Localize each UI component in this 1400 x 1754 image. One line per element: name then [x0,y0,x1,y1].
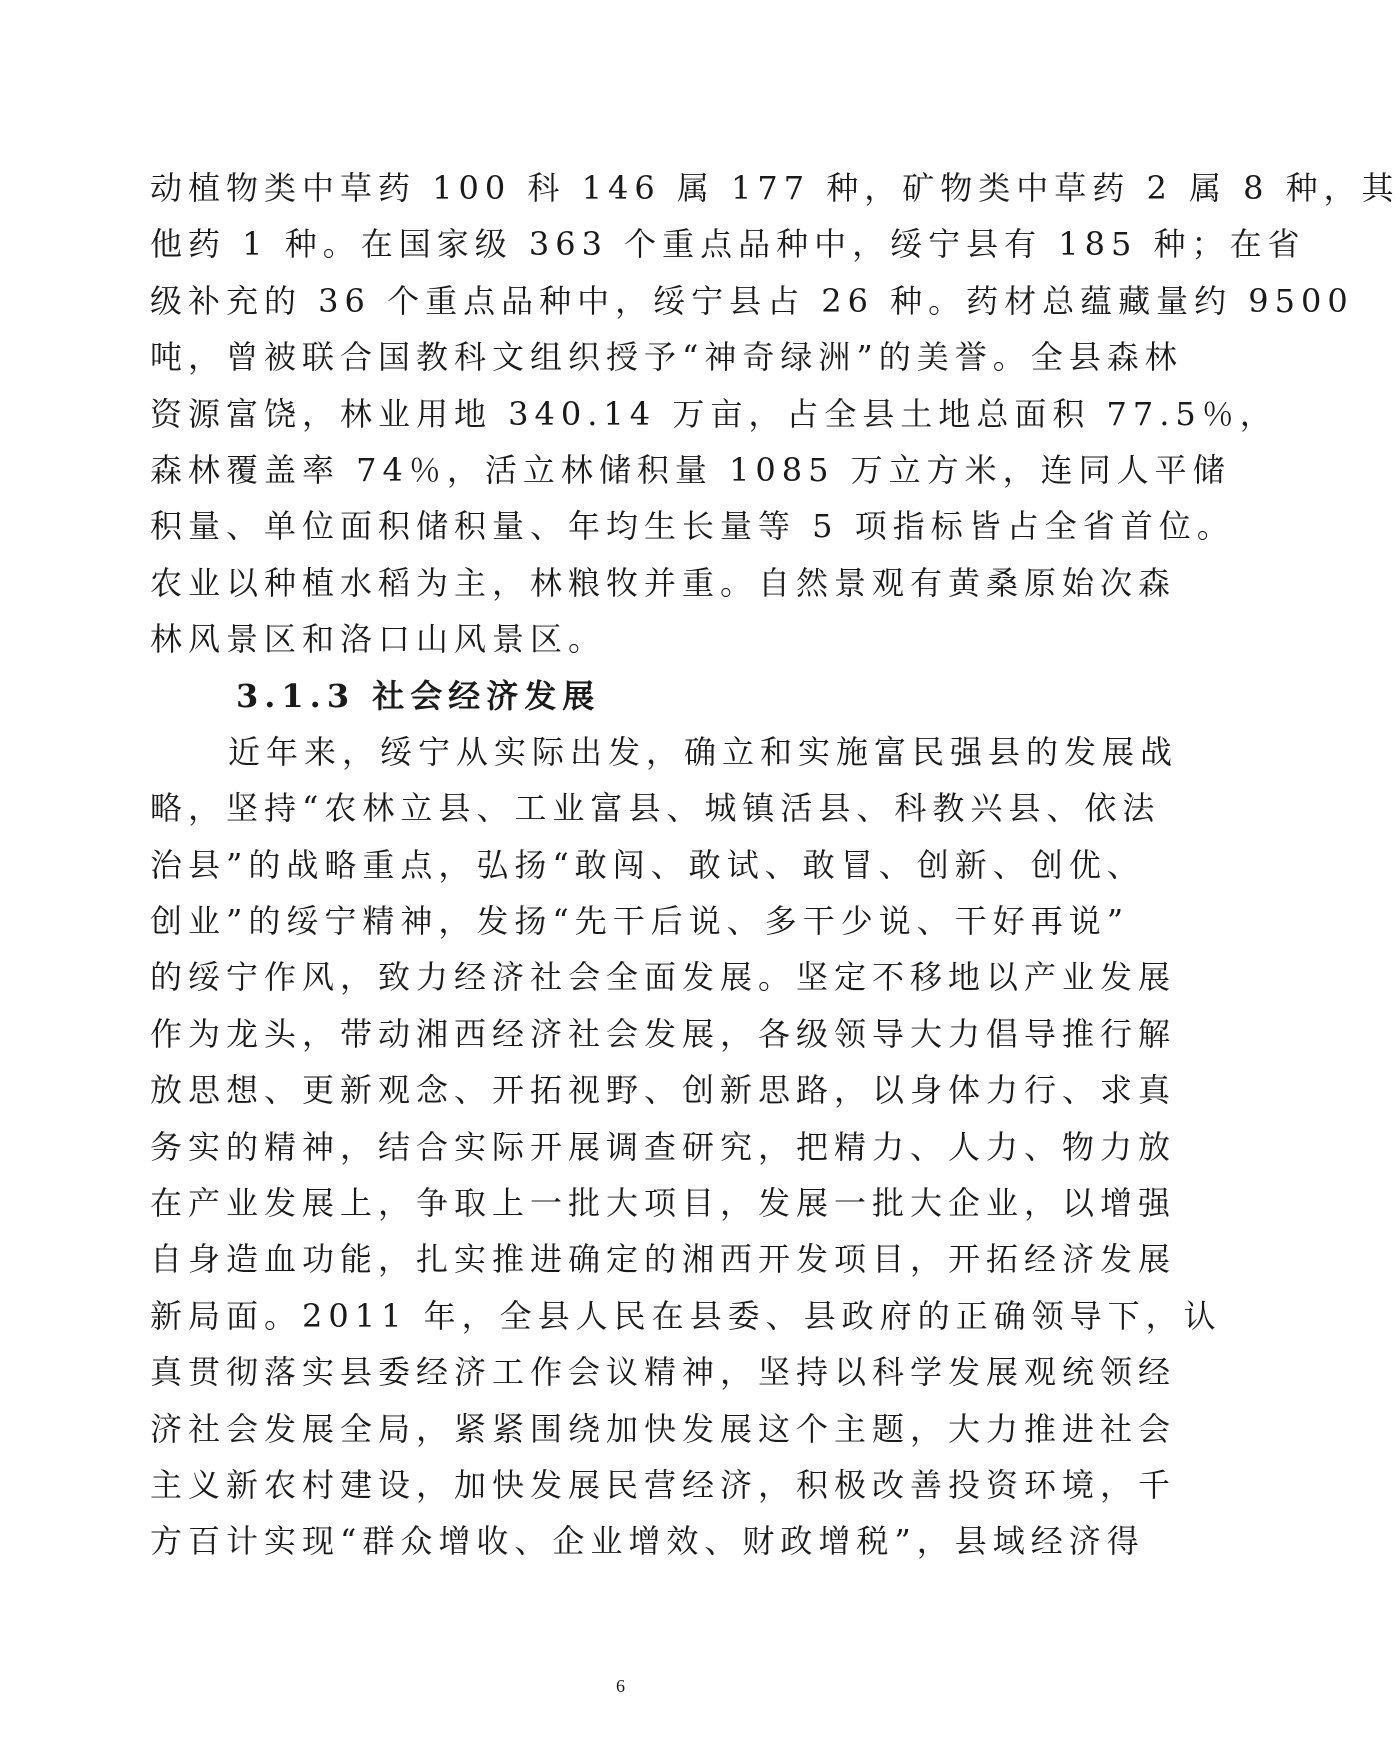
text-line: 放思想、更新观念、开拓视野、创新思路，以身体力行、求真 [150,1071,1177,1110]
text-line: 真贯彻落实县委经济工作会议精神，坚持以科学发展观统领经 [150,1353,1177,1392]
text-line: 作为龙头，带动湘西经济社会发展，各级领导大力倡导推行解 [150,1014,1177,1053]
section-heading: 3.1.3 社会经济发展 [236,676,601,715]
text-line: 动植物类中草药 100 科 146 属 177 种，矿物类中草药 2 属 8 种，其 [150,169,1400,207]
text-line: 级补充的 36 个重点品种中，绥宁县占 26 种。药材总蕴藏量约 9500 [150,281,1354,320]
text-line: 林风景区和洛口山风景区。 [150,620,607,659]
paragraph-2 [150,724,1222,1570]
text-line: 在产业发展上，争取上一批大项目，发展一批大企业，以增强 [150,1184,1177,1223]
text-line: 略，坚持“农林立县、工业富县、城镇活县、科教兴县、依法 [150,789,1161,828]
text-line: 主义新农村建设，加快发展民营经济，积极改善投资环境，千 [150,1465,1177,1504]
text-line: 新局面。2011 年，全县人民在县委、县政府的正确领导下，认 [150,1296,1222,1335]
text-line: 务实的精神，结合实际开展调查研究，把精力、人力、物力放 [150,1127,1177,1166]
text-line: 资源富饶，林业用地 340.14 万亩，占全县土地总面积 77.5％， [150,394,1278,433]
page-number: 6 [616,1676,625,1696]
text-line: 治县”的战略重点，弘扬“敢闯、敢试、敢冒、创新、创优、 [150,845,1145,884]
text-line: 方百计实现“群众增收、企业增效、财政增税”，县域经济得 [150,1522,1145,1561]
text-line: 森林覆盖率 74％，活立林储积量 1085 万立方米，连同人平储 [150,450,1231,489]
text-line: 积量、单位面积储积量、年均生长量等 5 项指标皆占全省首位。 [150,507,1235,546]
text-line: 吨，曾被联合国教科文组织授予“神奇绿洲”的美誉。全县森林 [150,338,1183,377]
text-line: 的绥宁作风，致力经济社会全面发展。坚定不移地以产业发展 [150,958,1177,997]
text-line: 农业以种植水稻为主，林粮牧并重。自然景观有黄桑原始次森 [150,563,1177,602]
text-line: 近年来，绥宁从实际出发，确立和实施富民强县的发展战 [228,732,1179,771]
text-line: 创业”的绥宁精神，发扬“先干后说、多干少说、干好再说” [150,902,1130,941]
paragraph-1 [150,160,1400,668]
text-line: 他药 1 种。在国家级 363 个重点品种中，绥宁县有 185 种；在省 [150,225,1306,264]
text-line: 济社会发展全局，紧紧围绕加快发展这个主题，大力推进社会 [150,1409,1177,1448]
text-line: 自身造血功能，扎实推进确定的湘西开发项目，开拓经济发展 [150,1240,1177,1279]
body-text [150,160,1400,1570]
